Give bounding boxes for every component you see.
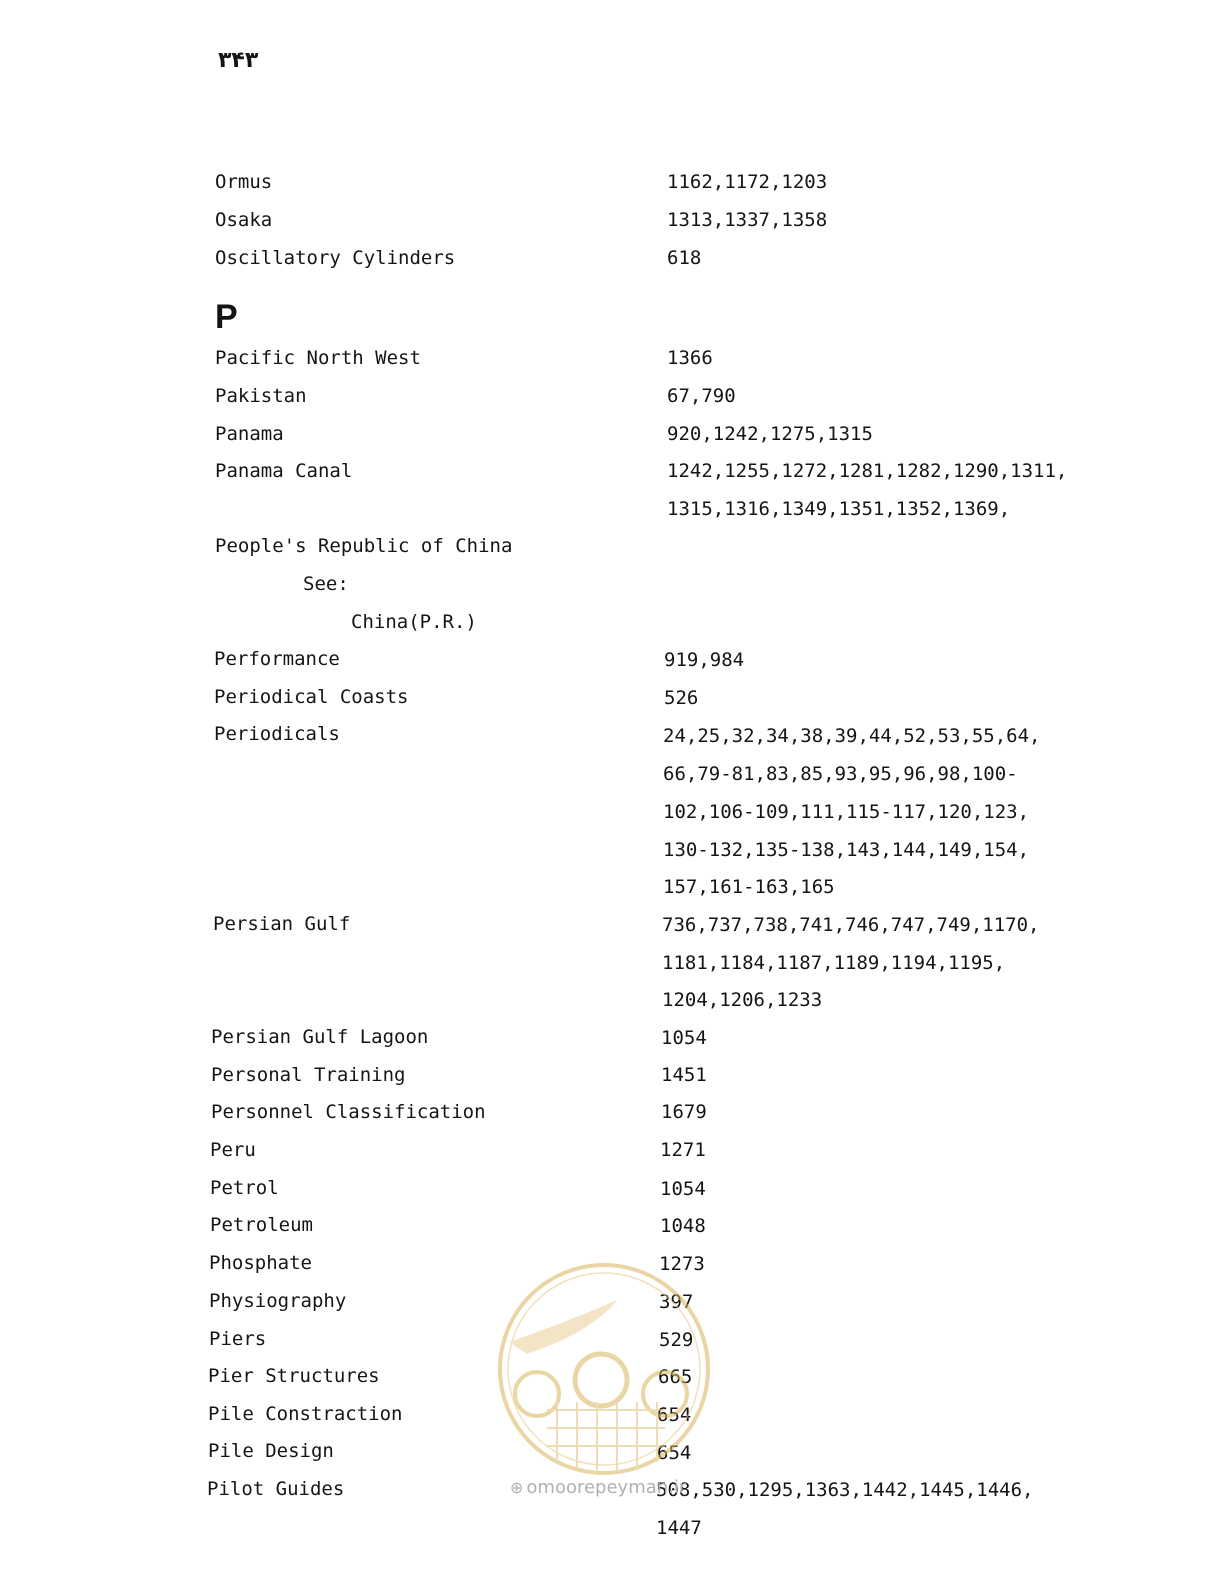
index-pages: 1048 <box>660 1215 706 1237</box>
index-term: Panama Canal <box>215 460 353 482</box>
section-letter: P <box>215 298 238 336</box>
index-term: Pakistan <box>215 385 307 407</box>
index-pages: 1242,1255,1272,1281,1282,1290,1311, <box>667 460 1068 482</box>
index-pages: 1451 <box>661 1064 707 1086</box>
see-reference: China(P.R.) <box>351 611 477 633</box>
index-pages: 1679 <box>661 1101 707 1123</box>
index-pages: 920,1242,1275,1315 <box>667 423 873 445</box>
index-pages: 67,790 <box>667 385 736 407</box>
index-pages: 1366 <box>667 347 713 369</box>
index-term: Ormus <box>215 171 273 193</box>
index-pages: 157,161-163,165 <box>663 876 835 898</box>
page-number: ٣۴٣ <box>218 48 259 73</box>
index-term: Pier Structures <box>208 1365 380 1387</box>
index-pages: 1273 <box>659 1253 705 1275</box>
index-term: Persian Gulf <box>213 913 351 935</box>
index-pages: 529 <box>659 1329 694 1351</box>
index-term: Petrol <box>210 1177 279 1199</box>
index-term: Personnel Classification <box>211 1101 486 1123</box>
index-pages: 130-132,135-138,143,144,149,154, <box>663 839 1030 861</box>
index-pages: 736,737,738,741,746,747,749,1170, <box>662 914 1040 936</box>
index-term: Periodical Coasts <box>214 686 409 708</box>
index-term: Periodicals <box>214 723 340 745</box>
index-pages: 526 <box>664 687 699 709</box>
index-pages: 1162,1172,1203 <box>667 171 828 193</box>
index-pages: 1204,1206,1233 <box>662 989 823 1011</box>
index-pages: 66,79-81,83,85,93,95,96,98,100- <box>663 763 1018 785</box>
index-pages: 508,530,1295,1363,1442,1445,1446, <box>656 1479 1034 1501</box>
index-pages: 397 <box>659 1291 694 1313</box>
index-term: Persian Gulf Lagoon <box>211 1026 429 1048</box>
index-pages: 1271 <box>660 1139 706 1161</box>
index-term: Pilot Guides <box>207 1478 345 1500</box>
index-pages: 102,106-109,111,115-117,120,123, <box>663 801 1030 823</box>
index-term: People's Republic of China <box>215 535 513 557</box>
index-term: Osaka <box>215 209 273 231</box>
index-pages: 1054 <box>661 1027 707 1049</box>
index-pages: 665 <box>658 1366 693 1388</box>
index-pages: 654 <box>657 1404 692 1426</box>
index-pages: 1313,1337,1358 <box>667 209 828 231</box>
index-term: Performance <box>214 648 340 670</box>
see-label: See: <box>303 573 349 595</box>
globe-icon: ⊕ <box>510 1478 524 1497</box>
index-term: Pile Design <box>208 1440 334 1462</box>
index-pages: 24,25,32,34,38,39,44,52,53,55,64, <box>663 725 1041 747</box>
watermark-text: ⊕ omoorepeyman.ir <box>510 1477 687 1498</box>
index-term: Panama <box>215 423 284 445</box>
index-pages: 618 <box>667 247 702 269</box>
index-pages: 919,984 <box>664 649 745 671</box>
index-term: Piers <box>209 1328 267 1350</box>
index-pages: 1181,1184,1187,1189,1194,1195, <box>662 952 1006 974</box>
index-term: Personal Training <box>211 1064 406 1086</box>
index-term: Phosphate <box>209 1252 312 1274</box>
index-term: Pacific North West <box>215 347 421 369</box>
index-pages: 1447 <box>656 1517 702 1539</box>
index-pages: 1054 <box>660 1178 706 1200</box>
index-term: Petroleum <box>210 1214 313 1236</box>
index-term: Oscillatory Cylinders <box>215 247 456 269</box>
index-pages: 1315,1316,1349,1351,1352,1369, <box>667 498 1011 520</box>
index-term: Peru <box>210 1139 256 1161</box>
index-term: Physiography <box>209 1290 347 1312</box>
index-pages: 654 <box>657 1442 692 1464</box>
index-term: Pile Constraction <box>208 1403 403 1425</box>
